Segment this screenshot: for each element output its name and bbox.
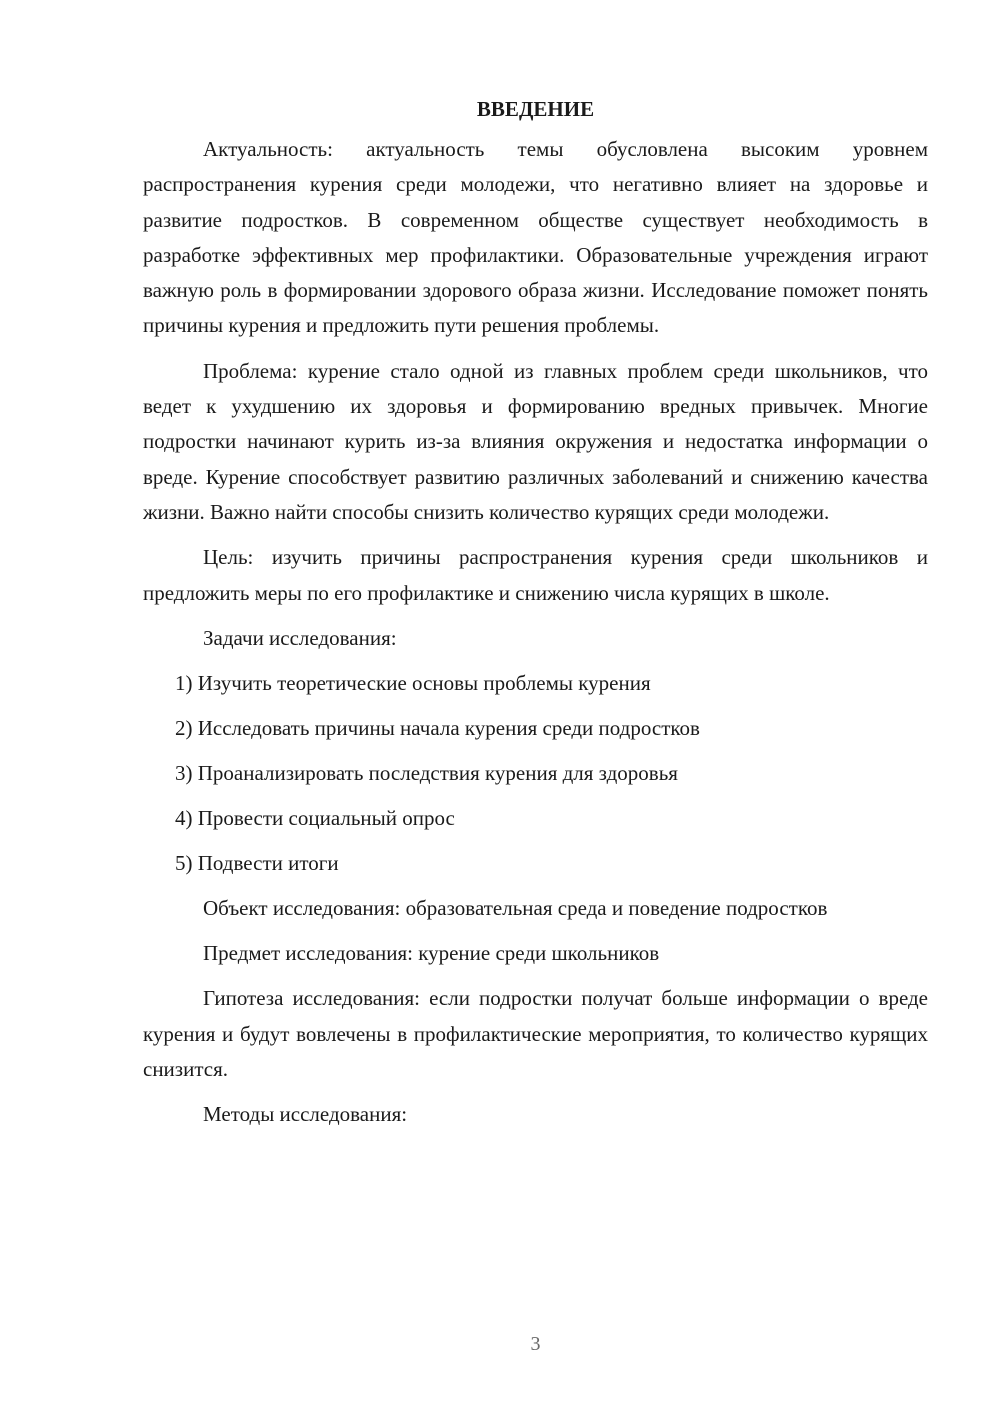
object-paragraph: Объект исследования: образовательная среда и поведение подростков (203, 895, 828, 920)
task-item-5: 5) Подвести итоги (175, 850, 339, 875)
task-item-3: 3) Проанализировать последствия курения для здоровья (175, 760, 678, 785)
goal-paragraph: Цель: изучить причины распространения курения среди школьников и предложить меры по его профилактике и снижению числа курящих в школе. (143, 545, 928, 605)
subject-paragraph: Предмет исследования: курение среди школьников (203, 941, 660, 966)
document-page (143, 92, 928, 1133)
problem-paragraph: Проблема: курение стало одной из главных проблем среди школьников, что ведет к ухудшению их здоровья и формированию вредных привычек. Многие подростки начинают курить из-за влияния окружения и недостатка информации о вреде. Курение способствует развитию различных заболеваний и снижению качества жизни. Важно найти способы снизить количество курящих среди молодежи. (143, 358, 928, 524)
task-item-1: 1) Изучить теоретические основы проблемы курения (175, 670, 651, 695)
task-item-4: 4) Провести социальный опрос (175, 805, 455, 830)
task-item-2: 2) Исследовать причины начала курения среди подростков (175, 715, 700, 740)
hypothesis-paragraph: Гипотеза исследования: если подростки получат больше информации о вреде курения и будут вовлечены в профилактические мероприятия, то количество курящих снизится. (143, 986, 928, 1082)
section-title: ВВЕДЕНИЕ (476, 97, 595, 121)
relevance-paragraph: Актуальность: актуальность темы обусловлена высоким уровнем распространения курения среди молодежи, что негативно влияет на здоровье и развитие подростков. В современном обществе существует необходимость в разработке эффективных мер профилактики. Образовательные учреждения играют важную роль в формировании здорового образа жизни. Исследование поможет понять причины курения и предложить пути решения проблемы. (143, 137, 928, 338)
tasks-heading: Задачи исследования: (203, 625, 397, 650)
page-number: 3 (530, 1333, 541, 1355)
methods-heading: Методы исследования: (203, 1102, 408, 1127)
